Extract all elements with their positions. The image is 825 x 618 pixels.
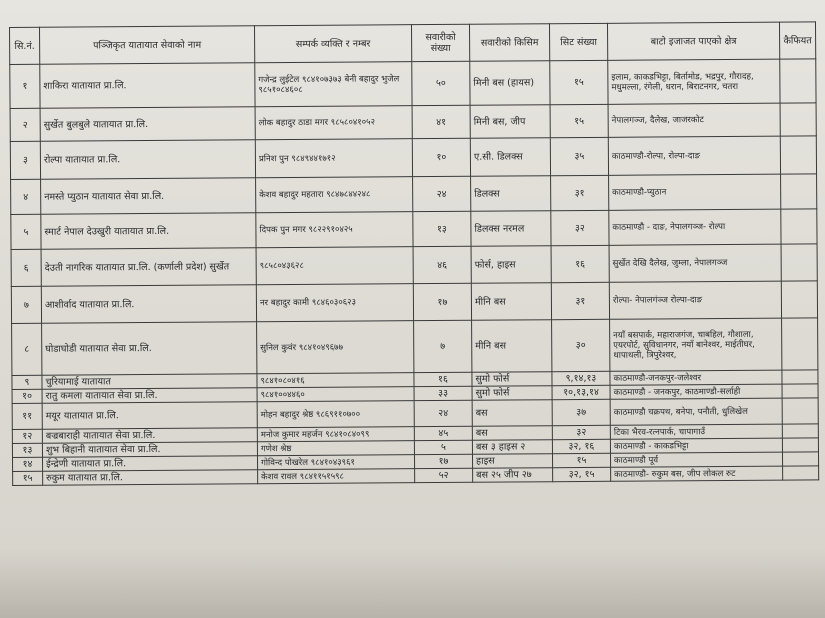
- cell-name: नमस्ते प्युठान यातायात सेवा प्रा.लि.: [41, 178, 256, 215]
- table-row: [10, 103, 816, 142]
- cell-name: रुकुम यातायात प्रा.लि.: [43, 470, 258, 486]
- cell-seats: ३०: [552, 319, 610, 371]
- header-route: बाटो इजाजत पाएको क्षेत्र: [607, 22, 779, 60]
- cell-remarks: [780, 103, 816, 136]
- cell-name: स्मार्ट नेपाल देउखुरी यातायात प्रा.लि.: [41, 213, 256, 250]
- cell-name: चुरियामाई यातायात: [42, 374, 257, 390]
- cell-count: १७: [413, 283, 471, 320]
- cell-seats: ३२, १५: [553, 467, 611, 481]
- cell-route: काठमाण्डौ चक्रपथ, बनेपा, पनौती, धुलिखेल: [610, 398, 782, 425]
- cell-seats: ३७: [552, 399, 610, 425]
- cell-name: देउती नागरिक यातायात प्रा.लि. (कर्णाली प्रदेश) सुर्खेत: [41, 248, 256, 287]
- cell-contact: मनोज कुमार महर्जन ९८४१०८४०९९: [257, 427, 414, 442]
- cell-type: बस: [472, 400, 552, 427]
- cell-count: २४: [414, 400, 472, 426]
- cell-count: ४६: [413, 246, 471, 283]
- table-row: [11, 244, 817, 287]
- cell-seats: ३२, १६: [552, 439, 610, 453]
- cell-name: ईन्द्रेणी यातायात प्रा.लि.: [43, 456, 258, 472]
- cell-sn: ७: [11, 286, 41, 323]
- cell-sn: १४: [13, 457, 43, 471]
- cell-sn: १३: [12, 443, 42, 457]
- cell-route: काठमाण्डौ पूर्व: [610, 452, 782, 467]
- cell-seats: ९,१४,१३: [552, 371, 610, 385]
- cell-count: १३: [413, 211, 471, 246]
- cell-sn: ४: [11, 179, 41, 214]
- cell-type: हाइस: [472, 454, 552, 469]
- cell-sn: ५: [11, 214, 41, 249]
- cell-type: सुमो फोर्स: [472, 372, 552, 387]
- header-count: सवारीको संख्या: [411, 24, 469, 61]
- cell-contact: केशव रावल ९८४११५१५९८: [258, 469, 415, 484]
- cell-seats: ३२: [551, 210, 609, 245]
- cell-type: डिलक्स नरमल: [471, 211, 551, 247]
- cell-remarks: [780, 136, 816, 174]
- cell-contact: गोविन्द पोखरेल ९८४१०४३९६१: [257, 455, 414, 470]
- cell-count: ५०: [412, 61, 470, 105]
- cell-count: ५: [414, 440, 472, 454]
- cell-contact: मोहन बहादुर श्रेष्ठ ९८६९११०७००: [257, 401, 414, 428]
- table-row: [10, 136, 816, 180]
- cell-type: मीनि बस: [472, 320, 552, 373]
- cell-contact: गजेन्द्र लुईटेल ९८४१०७३७३ बेनी बहादुर भुजेल ९८५१०८४६०८: [255, 62, 412, 107]
- cell-route: काठमाण्डौ-रोल्पा, रोल्पा-दाङ: [608, 136, 780, 175]
- cell-route: काठमाण्डौ - दाङ, नेपालगञ्ज- रोल्पा: [609, 209, 781, 245]
- header-sn: सि.नं.: [10, 27, 40, 64]
- cell-contact: केशव बहादुर महतारा ९८४७८४४२४८: [256, 177, 413, 213]
- cell-remarks: [782, 424, 818, 438]
- header-type: सवारीको किसिम: [469, 24, 549, 62]
- cell-type: सुमो फोर्स: [472, 386, 552, 401]
- cell-name: शुभ बिहानी यातायात सेवा प्रा.लि.: [42, 442, 257, 458]
- header-name: पञ्जिकृत यातायात सेवाको नाम: [40, 26, 255, 65]
- cell-type: बस ३ हाइस २: [472, 440, 552, 455]
- cell-type: बस २५ जीप २७: [473, 468, 553, 483]
- cell-remarks: [781, 281, 817, 318]
- cell-seats: १५: [550, 104, 608, 137]
- cell-remarks: [782, 370, 818, 384]
- cell-route: काठमाण्डौ-प्युठान: [609, 174, 781, 210]
- cell-seats: १०,१३,१४: [552, 385, 610, 399]
- header-contact: सम्पर्क व्यक्ति र नम्बर: [254, 25, 411, 63]
- cell-sn: ३: [10, 141, 40, 179]
- cell-sn: १०: [12, 389, 42, 403]
- cell-name: रोल्पा यातायात प्रा.लि.: [40, 140, 255, 180]
- cell-seats: ३५: [550, 137, 608, 175]
- cell-name: घोडाघोडी यातायात सेवा प्रा.लि.: [42, 322, 257, 375]
- cell-contact: सुनिल कुवंर ९८४१०४९६७७: [257, 321, 414, 374]
- photo-shadow: [0, 548, 825, 618]
- cell-name: मयूर यातायात प्रा.लि.: [42, 402, 257, 430]
- cell-route: काठमाण्डौ- रुकुम बस, जीप लोकल रुट: [611, 466, 783, 481]
- table-row: [10, 59, 816, 109]
- cell-count: १०: [412, 138, 470, 176]
- header-row: [10, 22, 816, 65]
- cell-sn: १५: [13, 471, 43, 485]
- cell-remarks: [780, 59, 816, 103]
- table-row: [12, 318, 818, 376]
- table-row: [11, 174, 817, 215]
- cell-sn: ८: [12, 323, 42, 375]
- cell-route: इलाम, काकडभिट्टा, बिर्तामोड, भद्रपुर, गौरादह, मधुमल्ला, रंगेली, धरान, बिराटनगर, चतरा: [608, 59, 780, 104]
- cell-contact: ९८४१०८०४१६: [257, 373, 414, 388]
- cell-remarks: [782, 438, 818, 452]
- cell-contact: लोक बहादुर ठाडा मगर ९८५८०४१०५२: [255, 106, 412, 140]
- cell-route: काठमाण्डौ - जनकपुर, काठमाण्डौ-सर्लाही: [610, 384, 782, 399]
- cell-route: टिका भैरव-रत्नपार्क, चापागाउँ: [610, 424, 782, 439]
- cell-contact: नर बहादुर कामी ९८४६०३०६२३: [256, 284, 413, 322]
- cell-sn: १२: [12, 429, 42, 443]
- cell-type: मीनि बस: [471, 283, 551, 321]
- cell-route: रोल्पा- नेपालगंञ्ज रोल्पा-दाङ: [609, 281, 781, 319]
- table-row: [11, 209, 817, 250]
- cell-sn: २: [10, 108, 40, 141]
- cell-type: बस: [472, 426, 552, 441]
- cell-contact: प्रनिश पुन ९८४९४४१७१२: [255, 139, 412, 178]
- cell-type: मिनी बस, जीप: [470, 105, 550, 139]
- cell-route: नेपालगञ्ज, दैलेख, जाजरकोट: [608, 103, 780, 137]
- cell-seats: १५: [550, 60, 608, 104]
- cell-remarks: [783, 466, 819, 480]
- cell-type: ए.सी. डिलक्स: [470, 138, 550, 177]
- cell-route: नयाँ बसपार्क, महाराजगंज, चाबहिल, गौशाला, एयरपोर्ट, सुविधानगर, नयाँ बानेश्वर, माईतीघर, थापाथली, त्रिपुरेश्वर,: [610, 318, 782, 371]
- cell-name: आशीर्वाद यातायात प्रा.लि.: [41, 285, 256, 324]
- cell-contact: गणेश श्रेष्ठ: [257, 441, 414, 456]
- cell-sn: ९: [12, 375, 42, 389]
- cell-count: १६: [414, 372, 472, 386]
- cell-remarks: [782, 398, 818, 424]
- cell-sn: ६: [11, 249, 41, 286]
- table-row: [11, 281, 817, 324]
- header-remarks: कैफियत: [779, 22, 815, 59]
- cell-count: ४१: [412, 105, 470, 138]
- cell-contact: दिपक पुन मगर ९८२२९१०४२५: [256, 212, 413, 248]
- transport-registry-table: [9, 21, 819, 486]
- cell-type: डिलक्स: [471, 176, 551, 212]
- cell-route: सुर्खेत देखि दैलेख, जुम्ला, नेपालगञ्ज: [609, 244, 781, 282]
- cell-count: ३३: [414, 386, 472, 400]
- cell-count: ७: [414, 320, 472, 372]
- cell-remarks: [782, 452, 818, 466]
- cell-route: काठमाण्डौ - काकडभिट्टा: [610, 438, 782, 453]
- cell-remarks: [781, 174, 817, 209]
- cell-seats: ३१: [551, 282, 609, 319]
- cell-type: मिनी बस (हायस): [470, 61, 550, 106]
- cell-count: १७: [414, 454, 472, 468]
- cell-sn: १: [10, 64, 40, 108]
- cell-remarks: [781, 244, 817, 281]
- cell-sn: ११: [12, 403, 42, 429]
- cell-count: २४: [413, 176, 471, 211]
- cell-name: रातु कमला यातायात सेवा प्रा.लि.: [42, 388, 257, 404]
- cell-remarks: [782, 318, 818, 370]
- cell-remarks: [781, 209, 817, 244]
- cell-seats: १६: [551, 245, 609, 282]
- cell-route: काठमाण्डौ-जनकपुर-जलेश्वर: [610, 370, 782, 385]
- cell-name: शाकिरा यातायात प्रा.लि.: [40, 63, 255, 108]
- cell-seats: ३१: [551, 175, 609, 210]
- cell-count: ५२: [415, 468, 473, 482]
- cell-seats: १५: [552, 453, 610, 467]
- cell-name: बज्रबाराही यातायात सेवा प्रा.लि.: [42, 428, 257, 444]
- header-seats: सिट संख्या: [549, 23, 607, 60]
- cell-remarks: [782, 384, 818, 398]
- cell-contact: ९८४१००४४६०: [257, 387, 414, 402]
- cell-type: फोर्स, हाइस: [471, 246, 551, 284]
- cell-name: सुर्खेत बुलबुले यातायात प्रा.लि.: [40, 107, 255, 142]
- cell-seats: ३२: [552, 425, 610, 439]
- cell-contact: ९८५८०४३६२८: [256, 247, 413, 285]
- cell-count: ४५: [414, 426, 472, 440]
